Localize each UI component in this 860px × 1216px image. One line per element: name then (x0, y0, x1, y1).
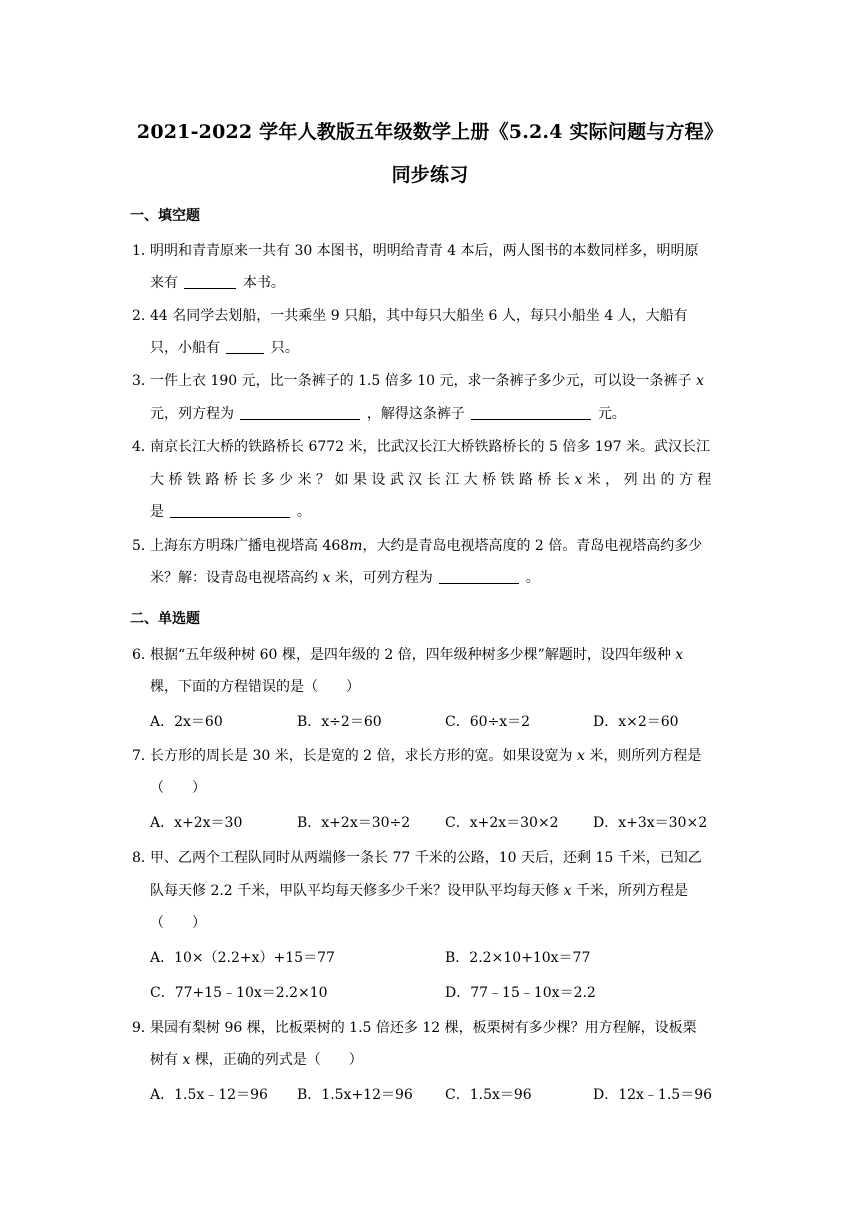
option-b[interactable]: B．1.5x+12＝96 (297, 1087, 413, 1103)
question-4-line-1: 南京长江大桥的铁路桥长 6772 米，比武汉长江大桥铁路桥长的 5 倍多 197 米。武汉长江 (150, 439, 710, 455)
question-number: 6． (132, 647, 155, 663)
option-c[interactable]: C．x+2x＝30×2 (445, 815, 559, 831)
answer-blank[interactable] (226, 339, 264, 354)
question-number: 8． (132, 850, 155, 866)
question-8-line-2: 队每天修 2.2 千米，甲队平均每天修多少千米？设甲队平均每天修 x 千米，所列方程是 (150, 883, 688, 899)
question-number: 9． (132, 1020, 155, 1036)
question-8-line-1: 甲、乙两个工程队同时从两端修一条长 77 千米的公路，10 天后，还剩 15 千米，已知乙 (150, 850, 702, 866)
question-2-line-1: 44 名同学去划船，一共乘坐 9 只船，其中每只大船坐 6 人，每只小船坐 4 人，大船有 (150, 308, 688, 324)
option-b[interactable]: B．x+2x＝30÷2 (297, 815, 411, 831)
question-5-line-2: 米？解：设青岛电视塔高约 x 米，可列方程为 。 (150, 570, 540, 586)
option-b[interactable]: B．x÷2＝60 (297, 714, 382, 730)
option-b[interactable]: B．2.2×10+10x＝77 (445, 950, 591, 966)
question-number: 4． (132, 439, 155, 455)
question-1-line-1: 明明和青青原来一共有 30 本图书，明明给青青 4 本后，两人图书的本数同样多，明明原 (150, 243, 699, 259)
answer-blank[interactable] (439, 569, 519, 584)
question-9-line-1: 果园有梨树 96 棵，比板栗树的 1.5 倍还多 12 棵，板栗树有多少棵？用方程解，设板栗 (150, 1020, 697, 1036)
option-c[interactable]: C．1.5x＝96 (445, 1087, 532, 1103)
question-4-line-2: 大 桥 铁 路 桥 长 多 少 米 ？ 如 果 设 武 汉 长 江 大 桥 铁 路 桥 长 x 米 ， 列 出 的 方 程 (150, 472, 712, 488)
question-number: 3． (132, 373, 155, 389)
question-7-line-1: 长方形的周长是 30 米，长是宽的 2 倍，求长方形的宽。如果设宽为 x 米，则所列方程是 (150, 748, 702, 764)
section-fill-in: 一、填空题 (130, 208, 200, 224)
question-number: 2． (132, 308, 155, 324)
question-2-line-2: 只，小船有 只。 (150, 340, 299, 356)
question-3-line-1: 一件上衣 190 元，比一条裤子的 1.5 倍多 10 元，求一条裤子多少元，可以设一条裤子 x (150, 373, 704, 389)
question-8-line-3: （ ） (150, 915, 206, 931)
option-c[interactable]: C．60÷x＝2 (445, 714, 531, 730)
question-6-line-1: 根据“五年级种树 60 棵，是四年级的 2 倍，四年级种树多少棵”解题时，设四年级种 x (150, 647, 684, 663)
question-number: 7． (132, 748, 155, 764)
option-d[interactable]: D．x+3x＝30×2 (593, 815, 708, 831)
option-a[interactable]: A．10×（2.2+x）+15＝77 (150, 950, 335, 966)
question-3-line-2: 元，列方程为 ，解得这条裤子 元。 (150, 406, 626, 422)
option-a[interactable]: A．x+2x＝30 (150, 815, 243, 831)
question-number: 1． (132, 243, 155, 259)
option-a[interactable]: A．2x＝60 (150, 714, 223, 730)
question-7-line-2: （ ） (150, 780, 206, 796)
question-number: 5． (132, 538, 155, 554)
option-c[interactable]: C．77+15﹣10x＝2.2×10 (150, 985, 328, 1001)
option-d[interactable]: D．77﹣15﹣10x＝2.2 (445, 985, 596, 1001)
option-a[interactable]: A．1.5x﹣12＝96 (150, 1087, 268, 1103)
question-9-line-2: 树有 x 棵，正确的列式是（ ） (150, 1052, 363, 1068)
answer-blank[interactable] (170, 503, 290, 518)
option-d[interactable]: D．12x﹣1.5＝96 (593, 1087, 713, 1103)
answer-blank[interactable] (184, 274, 236, 289)
question-5-line-1: 上海东方明珠广播电视塔高 468m，大约是青岛电视塔高度的 2 倍。青岛电视塔高约多少 (150, 538, 703, 554)
question-6-line-2: 棵，下面的方程错误的是（ ） (150, 679, 360, 695)
page-subtitle: 同步练习 (391, 164, 469, 186)
question-1-line-2: 来有 本书。 (150, 275, 285, 291)
page-title: 2021-2022 学年人教版五年级数学上册《5.2.4 实际问题与方程》 (136, 121, 724, 143)
section-single-choice: 二、单选题 (130, 611, 200, 627)
answer-blank[interactable] (240, 405, 360, 420)
question-4-line-3: 是 。 (150, 504, 311, 520)
option-d[interactable]: D．x×2＝60 (593, 714, 679, 730)
answer-blank[interactable] (471, 405, 591, 420)
